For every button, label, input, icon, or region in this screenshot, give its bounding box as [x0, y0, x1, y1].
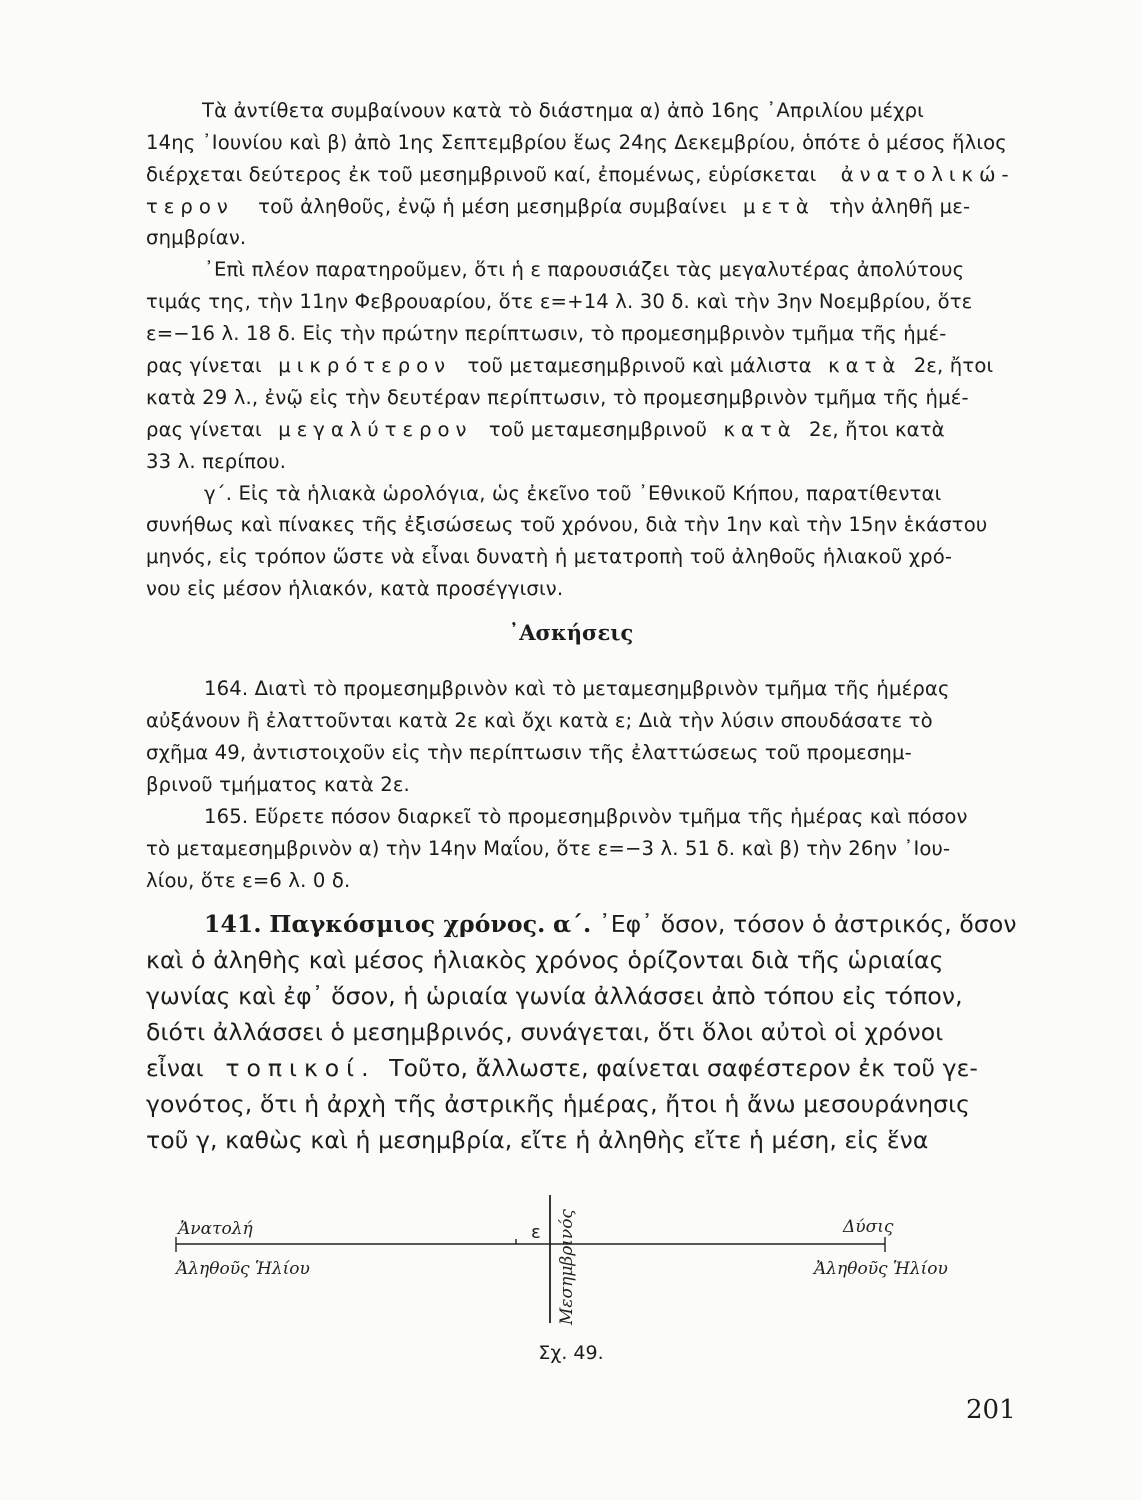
exercise-line: σχῆμα 49, ἀντιστοιχοῦν εἰς τὴν περίπτωσιν τῆς ἐλαττώσεως τοῦ προμεσημ- [146, 741, 912, 764]
exercise-line: 165. Εὕρετε πόσον διαρκεῖ τὸ προμεσημβρινὸν τμῆμα τῆς ἡμέρας καὶ πόσον [204, 805, 968, 828]
section-first-line: 141. Παγκόσμιος χρόνος. α΄. ᾿Εφ᾿ ὅσον, τόσον ὁ ἀστρικός, ὅσον [204, 910, 1017, 938]
page-number: 201 [966, 1395, 1016, 1425]
text-line: Τὰ ἀντίθετα συμβαίνουν κατὰ τὸ διάστημα α) ἀπὸ 16ης ᾿Απριλίου μέχρι [202, 99, 924, 122]
exercise-line: αὐξάνουν ἢ ἐλαττοῦνται κατὰ 2ε καὶ ὄχι κατὰ ε; Διὰ τὴν λύσιν σπουδάσατε τὸ [146, 709, 933, 732]
text-line: γ΄. Εἰς τὰ ἡλιακὰ ὡρολόγια, ὡς ἐκεῖνο τοῦ ᾿Εθνικοῦ Κήπου, παρατίθενται [204, 482, 942, 505]
section-line: εἶναι τοπικοί. Τοῦτο, ἄλλωστε, φαίνεται σαφέστερον ἐκ τοῦ γε- [146, 1054, 979, 1082]
label-dysis: Δύσις [843, 1217, 894, 1237]
section-title: Παγκόσμιος χρόνος. [269, 910, 546, 938]
text-line: 33 λ. περίπου. [146, 450, 287, 473]
label-right-true-sun: Ἀληθοῦς Ἡλίου [814, 1259, 948, 1279]
text-line: διέρχεται δεύτερος ἐκ τοῦ μεσημβρινοῦ καί, ἐπομένως, εὑρίσκεται ἀνατολικώ- [146, 163, 1015, 186]
text-line: συνήθως καὶ πίνακες τῆς ἐξισώσεως τοῦ χρόνου, διὰ τὴν 1ην καὶ τὴν 15ην ἑκάστου [146, 513, 988, 536]
text-line: τερον τοῦ ἀληθοῦς, ἐνῷ ἡ μέση μεσημβρία συμβαίνει μετὰ τὴν ἀληθῆ με- [146, 195, 971, 218]
label-meridian: Μεσημβρινός [557, 1209, 577, 1325]
exercises-heading: ᾿Ασκήσεις [508, 620, 634, 645]
text-line: κατὰ 29 λ., ἐνῷ εἰς τὴν δευτέραν περίπτωσιν, τὸ προμεσημβρινὸν τμῆμα τῆς ἡμέ- [146, 386, 969, 409]
label-left-true-sun: Ἀληθοῦς Ἡλίου [176, 1259, 310, 1279]
text-line: ρας γίνεται μικρότερον τοῦ μεταμεσημβρινοῦ καὶ μάλιστα κατὰ 2ε, ἤτοι [146, 354, 994, 377]
text-line: τιμάς της, τὴν 11ην Φεβρουαρίου, ὅτε ε=+14 λ. 30 δ. καὶ τὴν 3ην Νοεμβρίου, ὅτε [146, 290, 973, 313]
exercise-line: τὸ μεταμεσημβρινὸν α) τὴν 14ην Μαΐου, ὅτε ε=−3 λ. 51 δ. καὶ β) τὴν 26ην ᾿Ιου- [146, 837, 951, 860]
text-line: 14ης ᾿Ιουνίου καὶ β) ἀπὸ 1ης Σεπτεμβρίου ἕως 24ης Δεκεμβρίου, ὁπότε ὁ μέσος ἥλιος [146, 131, 1007, 154]
label-epsilon: ε [531, 1222, 541, 1243]
section-line: γονότος, ὅτι ἡ ἀρχὴ τῆς ἀστρικῆς ἡμέρας, ἤτοι ἡ ἄνω μεσουράνησις [146, 1090, 971, 1118]
section-line: τοῦ γ, καθὼς καὶ ἡ μεσημβρία, εἴτε ἡ ἀληθὴς εἴτε ἡ μέση, εἰς ἕνα [146, 1126, 929, 1154]
section-number: 141. [204, 910, 262, 938]
label-anatoli: Ἀνατολή [178, 1219, 253, 1239]
text-line: ε=−16 λ. 18 δ. Εἰς τὴν πρώτην περίπτωσιν, τὸ προμεσημβρινὸν τμῆμα τῆς ἡμέ- [146, 322, 947, 345]
text-line: ρας γίνεται μεγαλύτερον τοῦ μεταμεσημβρινοῦ κατὰ 2ε, ἤτοι κατὰ [146, 418, 945, 441]
section-sub: α΄. [552, 910, 592, 938]
text-line: σημβρίαν. [146, 226, 247, 249]
figure-caption: Σχ. 49. [538, 1342, 604, 1364]
section-line: γωνίας καὶ ἐφ᾿ ὅσον, ἡ ὡριαία γωνία ἀλλάσσει ἀπὸ τόπου εἰς τόπον, [146, 982, 963, 1010]
exercise-line: λίου, ὅτε ε=6 λ. 0 δ. [146, 869, 351, 892]
exercise-line: βρινοῦ τμήματος κατὰ 2ε. [146, 773, 410, 796]
section-line: διότι ἀλλάσσει ὁ μεσημβρινός, συνάγεται, ὅτι ὅλοι αὐτοὶ οἱ χρόνοι [146, 1018, 944, 1046]
text-line: ᾿Επὶ πλέον παρατηροῦμεν, ὅτι ἡ ε παρουσιάζει τὰς μεγαλυτέρας ἀπολύτους [204, 258, 965, 281]
exercise-line: 164. Διατὶ τὸ προμεσημβρινὸν καὶ τὸ μεταμεσημβρινὸν τμῆμα τῆς ἡμέρας [204, 677, 950, 700]
figure-49-diagram [0, 1185, 1142, 1335]
text-line: μηνός, εἰς τρόπον ὥστε νὰ εἶναι δυνατὴ ἡ μετατροπὴ τοῦ ἀληθοῦς ἡλιακοῦ χρό- [146, 545, 953, 568]
section-line: καὶ ὁ ἀληθὴς καὶ μέσος ἡλιακὸς χρόνος ὁρίζονται διὰ τῆς ὡριαίας [146, 946, 944, 974]
text-line: νου εἰς μέσον ἡλιακόν, κατὰ προσέγγισιν. [146, 577, 564, 600]
